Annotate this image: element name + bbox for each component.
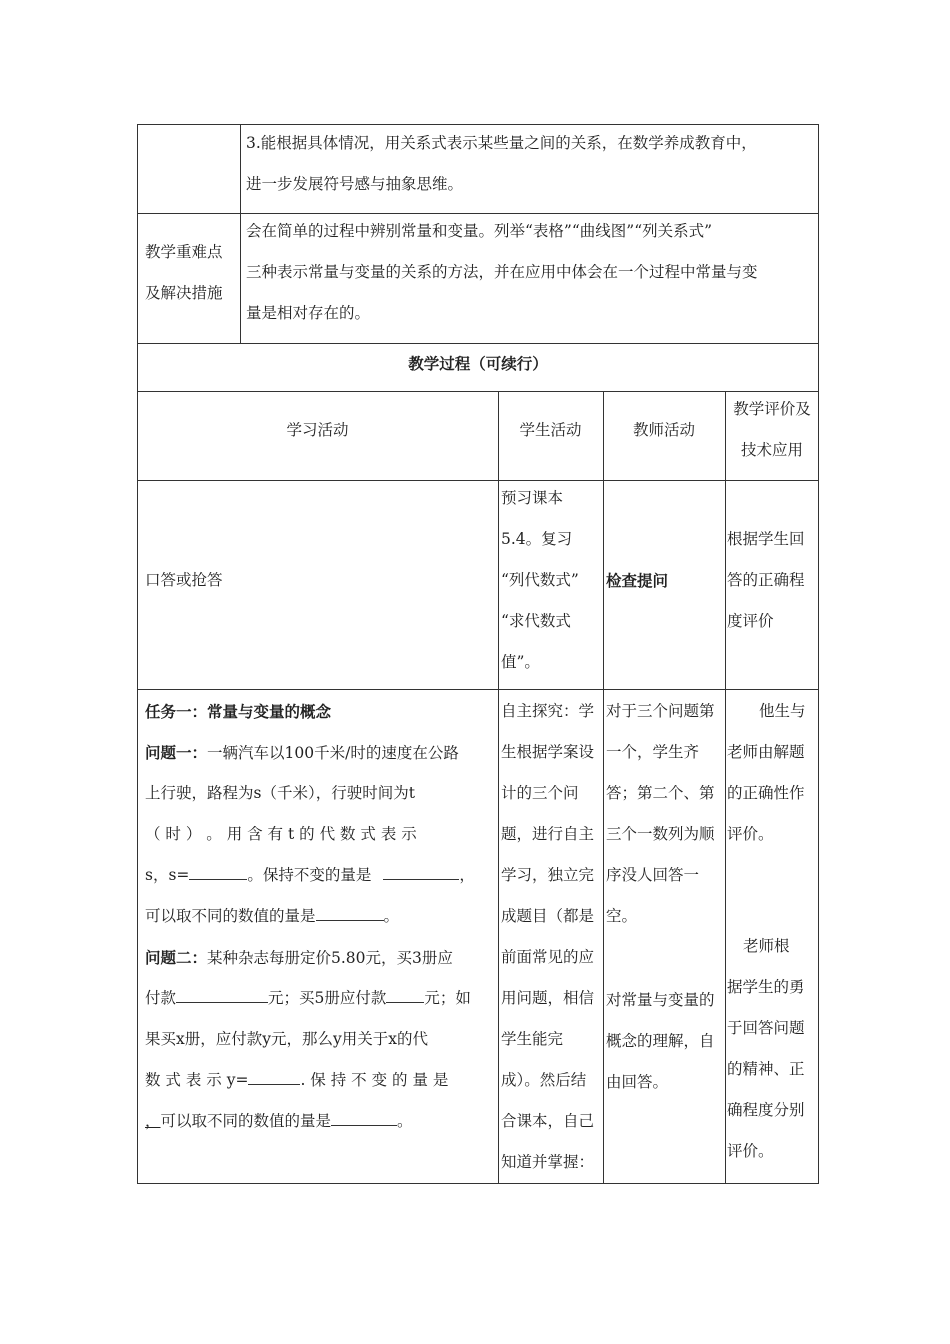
row1-student-line: “列代数式” bbox=[501, 571, 579, 589]
question-2-line-4 bbox=[145, 1060, 448, 1101]
row1-evaluation-line: 根据学生回 bbox=[727, 530, 805, 548]
q1-part: 。 bbox=[383, 907, 400, 925]
q1-part: s，s= bbox=[145, 866, 190, 884]
q2-part: . 保 持 不 变 的 量 是 bbox=[300, 1071, 449, 1089]
q2-part: 。 bbox=[397, 1112, 413, 1130]
key-points-label-line-2: 及解决措施 bbox=[145, 284, 223, 302]
row2-teacher-line: 答；第二个、第 bbox=[606, 784, 715, 802]
question-2-line-2 bbox=[145, 978, 471, 1019]
header-teacher-activity: 教师活动 bbox=[632, 421, 695, 439]
row2-teacher-line: 三个一数列为顺 bbox=[606, 825, 715, 843]
column-divider bbox=[603, 391, 604, 1184]
answer-blank bbox=[331, 1111, 397, 1126]
row-divider bbox=[137, 480, 819, 481]
row2-evaluation-line: 确程度分别 bbox=[727, 1101, 805, 1119]
header-evaluation-line-2: 技术应用 bbox=[740, 441, 803, 459]
q1-part: 可以取不同的数值的量是 bbox=[145, 907, 316, 925]
row2-teacher-line: 由回答。 bbox=[606, 1073, 669, 1091]
question-2-text: 某种杂志每册定价5.80元，买3册应 bbox=[207, 949, 453, 967]
row2-evaluation-line: 据学生的勇 bbox=[727, 978, 805, 996]
row2-evaluation-line: 评价。 bbox=[727, 825, 774, 843]
question-1-label: 问题一： bbox=[145, 743, 208, 762]
row2-evaluation-line: 评价。 bbox=[727, 1142, 774, 1160]
row2-evaluation-line: 的正确性作 bbox=[727, 784, 805, 802]
row1-student-line: 值”。 bbox=[501, 653, 540, 671]
q2-part: ， bbox=[145, 1112, 161, 1130]
process-title: 教学过程（可续行） bbox=[408, 354, 548, 373]
row2-student-line: 成）。然后结 bbox=[501, 1071, 587, 1089]
row1-teacher: 检查提问 bbox=[606, 571, 669, 590]
row2-student-line: 自主探究：学 bbox=[501, 702, 595, 720]
q2-part: 数 式 表 示 y= bbox=[145, 1071, 249, 1089]
question-1-text: 一辆汽车以100千米/时的速度在公路 bbox=[207, 744, 459, 762]
answer-blank bbox=[176, 988, 268, 1003]
answer-blank bbox=[189, 865, 247, 880]
row2-student-line: 知道并掌握： bbox=[501, 1153, 595, 1171]
key-points-line-1: 会在简单的过程中辨别常量和变量。列举“表格”“曲线图”“列关系式” bbox=[246, 222, 713, 240]
row2-teacher-line: 对于三个问题第 bbox=[606, 702, 715, 720]
row2-student-line: 计的三个问 bbox=[501, 784, 579, 802]
row2-evaluation-line: 他生与 bbox=[759, 702, 806, 720]
column-divider bbox=[240, 124, 241, 344]
row2-evaluation-line: 于回答问题 bbox=[727, 1019, 805, 1037]
row2-teacher-line: 对常量与变量的 bbox=[606, 991, 715, 1009]
row-divider bbox=[137, 689, 819, 690]
task-title: 任务一：常量与变量的概念 bbox=[145, 702, 332, 721]
row2-student-line: 学习，独立完 bbox=[501, 866, 595, 884]
row-divider bbox=[137, 391, 819, 392]
row1-student-line: “求代数式 bbox=[501, 612, 571, 630]
objective-line-2: 进一步发展符号感与抽象思维。 bbox=[246, 175, 464, 193]
row2-evaluation-line: 老师由解题 bbox=[727, 743, 805, 761]
question-2-line-1 bbox=[145, 937, 453, 979]
row2-teacher-line: 概念的理解，自 bbox=[606, 1032, 715, 1050]
row2-teacher-line: 空。 bbox=[606, 907, 638, 925]
row1-evaluation-line: 度评价 bbox=[727, 612, 774, 630]
row2-student-line: 题，进行自主 bbox=[501, 825, 595, 843]
row2-student-line: 合课本，自己 bbox=[501, 1112, 595, 1130]
row1-evaluation-line: 答的正确程 bbox=[727, 571, 805, 589]
q1-part: ， bbox=[459, 866, 475, 884]
question-1-line-4 bbox=[145, 855, 475, 896]
question-2-line-5 bbox=[145, 1101, 413, 1142]
answer-blank bbox=[316, 906, 384, 921]
row1-student-line: 预习课本 bbox=[501, 489, 564, 507]
answer-blank bbox=[386, 988, 424, 1003]
row2-student-line: 用问题，相信 bbox=[501, 989, 595, 1007]
q2-part: 付款 bbox=[145, 989, 177, 1007]
q1-part: 。保持不变的量是 bbox=[247, 866, 372, 884]
q2-part: 元；如 bbox=[424, 989, 471, 1007]
q2-part: 元；买5册应付款 bbox=[268, 989, 387, 1007]
question-1-line-3: （ 时 ） 。 用 含 有 t 的 代 数 式 表 示 bbox=[145, 825, 417, 843]
column-divider bbox=[725, 391, 726, 1184]
objective-line-1: 3.能根据具体情况，用关系式表示某些量之间的关系，在数学养成教育中， bbox=[246, 134, 757, 152]
row2-student-line: 学生能完 bbox=[501, 1030, 564, 1048]
row2-student-line: 生根据学案设 bbox=[501, 743, 595, 761]
key-points-line-3: 量是相对存在的。 bbox=[246, 304, 371, 322]
row2-evaluation-line: 的精神、正 bbox=[727, 1060, 805, 1078]
question-2-line-3: 果买x册，应付款y元，那么y用关于x的代 bbox=[145, 1030, 428, 1048]
header-learning-activity: 学习活动 bbox=[286, 421, 349, 439]
question-1-line-1 bbox=[145, 732, 459, 774]
key-points-line-2: 三种表示常量与变量的关系的方法，并在应用中体会在一个过程中常量与变 bbox=[246, 263, 758, 281]
row2-teacher-line: 一个，学生齐 bbox=[606, 743, 700, 761]
q2-part: 可以取不同的数值的量是 bbox=[160, 1112, 332, 1130]
header-evaluation-line-1: 教学评价及 bbox=[733, 400, 811, 418]
row2-student-line: 前面常见的应 bbox=[501, 948, 595, 966]
row1-learning: 口答或抢答 bbox=[145, 571, 223, 589]
row2-student-line: 成题目（都是 bbox=[501, 907, 595, 925]
key-points-label-line-1: 教学重难点 bbox=[145, 243, 223, 261]
question-1-line-2: 上行驶，路程为s（千米），行驶时间为t bbox=[145, 784, 415, 802]
question-1-line-5 bbox=[145, 896, 399, 937]
row2-teacher-line: 序没人回答一 bbox=[606, 866, 700, 884]
row2-evaluation-line: 老师根 bbox=[743, 937, 790, 955]
column-divider bbox=[498, 391, 499, 1184]
header-student-activity: 学生活动 bbox=[519, 421, 582, 439]
answer-blank bbox=[383, 865, 459, 880]
row1-student-line: 5.4。复习 bbox=[501, 530, 573, 548]
answer-blank bbox=[248, 1070, 300, 1085]
question-2-label: 问题二： bbox=[145, 948, 208, 967]
